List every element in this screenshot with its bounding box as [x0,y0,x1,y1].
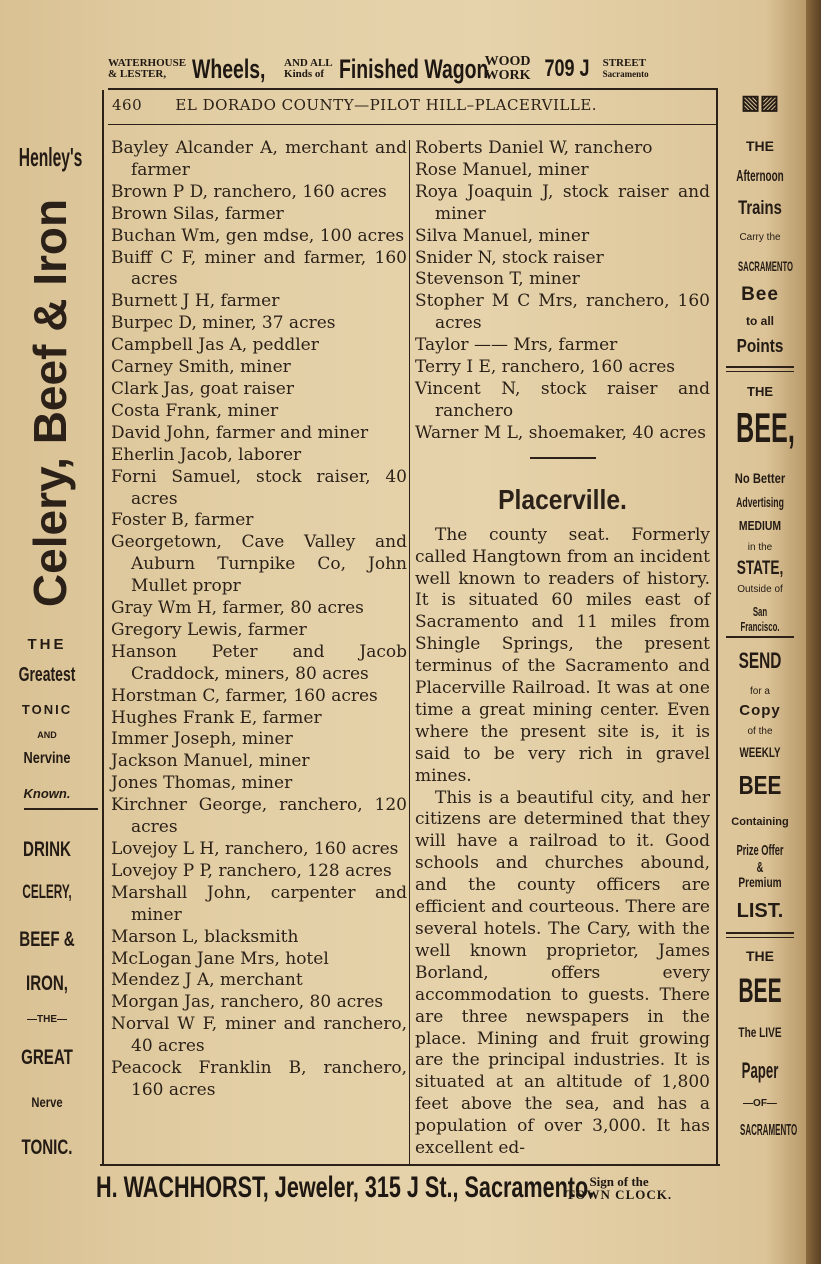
page-title: EL DORADO COUNTY—PILOT HILL–PLACERVILLE. [175,96,598,114]
margin-nervine: Nervine [23,750,71,767]
wood-work-text: WOOD WORK [484,54,531,83]
bottom-advertisement [96,1168,736,1208]
right-directory-list [415,138,710,445]
rmargin-afternoon: Afternoon [736,168,784,185]
directory-entry: Bayley Alcander A, merchant and farmer [111,138,407,180]
street-text: STREET Sacramento [602,57,649,79]
directory-entry: Campbell Jas A, peddler [111,335,319,356]
directory-entry: Terry I E, ranchero, 160 acres [415,357,676,378]
page-number: 460 [112,96,143,114]
directory-entry: Buchan Wm, gen mdse, 100 acres [111,225,405,246]
directory-entry: Stopher M C Mrs, ranchero, 160 acres [415,291,710,334]
directory-entry: Marson L, blacksmith [111,926,299,947]
rmargin-bee: Bee [741,284,779,305]
directory-entry: Carney Smith, miner [111,357,291,378]
directory-entry: Roberts Daniel W, ranchero [415,138,653,158]
margin-greatest: Greatest [18,664,76,686]
right-margin-rule-5 [726,937,794,938]
rmargin-send: SEND [738,648,782,673]
rmargin-outside-of: Outside of [737,584,783,595]
rmargin-of-the: of the [747,726,773,737]
right-directory-column [415,138,710,1160]
rmargin-the: THE [746,138,774,154]
top-rule [108,88,718,90]
margin-iron: IRON, [25,972,69,995]
rmargin-of: —OF— [743,1098,777,1109]
directory-entry: Taylor —— Mrs, farmer [415,335,618,356]
placerville-paragraph-2: This is a beautiful city, and her citizens are determined that they will have a railroad to it. Good schools and churches abound, and the county officers are efficient and courteous. There are several hotels. The Cary, with the well known proprietor, James Borland, offers every accommodation to guests. There are three newspapers in the place. Mining and fruit growing are the principal industries. It is situated at an altitude of 1,800 feet above the sea, and has a population of over 3,000. It has excellent ed- [415,787,710,1159]
margin-rule [24,808,98,810]
rmargin-state: STATE, [736,558,784,579]
and-all-text: AND ALL Kinds of [284,57,333,80]
margin-great: GREAT [21,1046,73,1069]
directory-entry: Clark Jas, goat raiser [111,378,294,399]
rmargin-to-all: to all [745,314,774,328]
rmargin-san-francisco: San Francisco. [740,604,780,634]
directory-entry: Kirchner George, ranchero, 120 acres [111,795,407,838]
town-clock-sign: Sign of the TOWN CLOCK. [566,1174,673,1202]
directory-entry: Hughes Frank E, farmer [111,707,322,728]
rmargin-prize-offer: Prize Offer & [736,842,784,876]
rmargin-the-3: THE [746,948,774,964]
book-spine [806,0,821,1264]
directory-entry: Snider N, stock raiser [415,247,604,268]
rmargin-premium: Premium [738,874,782,890]
rmargin-copy: Copy [739,702,781,719]
directory-entry: Georgetown, Cave Valley and Auburn Turnpike Co, John Mullet propr [111,532,407,597]
rmargin-points: Points [736,336,784,356]
directory-entry: Morgan Jas, ranchero, 80 acres [111,992,384,1013]
directory-entry: Marshall John, carpenter and miner [111,882,407,925]
rmargin-bee-3: BEE [738,770,782,800]
directory-entry: Forni Samuel, stock raiser, 40 acres [111,466,407,509]
directory-entry: Gregory Lewis, farmer [111,619,307,640]
directory-entry: Horstman C, farmer, 160 acres [111,685,378,706]
rmargin-bee-4: BEE [738,972,782,1010]
rmargin-no-better: No Better [734,470,786,486]
directory-entry: Gray Wm H, farmer, 80 acres [111,598,364,619]
directory-entry: Buiff C F, miner and farmer, 160 acres [111,247,407,290]
rmargin-trains: Trains [738,198,782,219]
margin-celery: CELERY, [22,882,72,903]
page-header [112,96,712,118]
directory-entry: Hanson Peter and Jacob Craddock, miners, 80 acres [111,641,407,684]
rmargin-advertising: Advertising [736,494,784,510]
right-margin-rule-1 [726,366,794,368]
directory-entry: Peacock Franklin B, ranchero, 160 acres [111,1058,407,1100]
directory-entry: Mendez J A, merchant [111,970,303,991]
margin-known: Known. [23,786,71,801]
bee-logo-icon: ▧▨ [741,92,779,114]
directory-entry: Brown Silas, farmer [111,203,284,224]
directory-entry: Warner M L, shoemaker, 40 acres [415,422,706,443]
rmargin-medium: MEDIUM [738,518,782,533]
margin-tonic-2: TONIC. [21,1136,73,1159]
center-column-divider [409,140,410,1164]
section-title: Placerville. [498,483,627,515]
rmargin-in-the: in the [747,542,773,553]
rmargin-bee-2: BEE, [736,404,795,451]
directory-entry: Rose Manuel, miner [415,159,589,180]
margin-tonic: TONIC [21,702,73,717]
directory-entry: Roya Joaquin J, stock raiser and miner [415,181,710,224]
directory-entry: Costa Frank, miner [111,400,279,421]
firm-name: WATERHOUSE & LESTER, [108,57,187,80]
directory-entry: Foster B, farmer [111,510,254,531]
right-margin-rule-3 [726,636,794,638]
directory-entry: Lovejoy P P, ranchero, 128 acres [111,860,392,881]
directory-entry: Norval W F, miner and ranchero, 40 acres [111,1014,407,1057]
directory-entry: Burnett J H, farmer [111,291,280,312]
directory-entry: Immer Joseph, miner [111,729,293,750]
directory-entry: Lovejoy L H, ranchero, 160 acres [111,839,399,859]
rmargin-the-2: THE [747,384,773,399]
directory-entry: Jackson Manuel, miner [111,751,310,772]
top-advertisement [108,52,708,86]
directory-entry: Eherlin Jacob, laborer [111,444,302,465]
right-margin-divider [716,90,718,1164]
directory-entry: Burpec D, miner, 37 acres [111,313,336,334]
directory-entry: David John, farmer and miner [111,422,369,443]
margin-the-2: —THE— [27,1014,67,1025]
henleys-heading: Henley's [18,142,83,172]
margin-and: AND [37,730,57,740]
margin-beef: BEEF & [19,928,75,951]
rmargin-list: LIST. [736,900,784,922]
directory-entry: Brown P D, ranchero, 160 acres [111,181,387,202]
margin-nerve: Nerve [31,1094,63,1110]
right-margin-rule-2 [726,371,794,372]
celery-beef-iron-vertical: Celery, Beef & Iron [24,198,76,608]
margin-the: THE [27,636,67,653]
directory-entry: Vincent N, stock raiser and ranchero [415,378,710,421]
wachhorst-jeweler-text: H. WACHHORST, Jeweler, 315 J St., Sacramento. [96,1171,595,1204]
left-margin-divider [102,90,104,1164]
street-number: 709 J [544,55,590,82]
rmargin-the-live: The LIVE [738,1024,782,1040]
rmargin-for-a: for a [749,686,770,697]
bottom-rule [100,1164,720,1166]
directory-entry: Stevenson T, miner [415,269,580,290]
rmargin-paper: Paper [741,1058,779,1083]
rmargin-weekly: WEEKLY [739,744,781,760]
right-margin-rule-4 [726,932,794,934]
rmargin-sacramento: SACRAMENTO [738,258,794,274]
placerville-paragraph-1: The county seat. Formerly called Hangtown from an incident well known to readers of history. It is situated 60 miles east of Sacramento and 11 miles from Shingle Springs, the present terminus of the Sacramento and Placerville Railroad. It was at one time a great mining center. Even where the present site is, it is said to be very rich in gravel mines. [415,524,710,786]
rmargin-carry-the: Carry the [739,232,781,243]
header-rule [108,124,718,125]
section-divider [530,457,596,459]
finished-wagon-text: Finished Wagon [338,53,489,84]
directory-entry: Silva Manuel, miner [415,225,590,246]
left-directory-column [111,138,407,1102]
directory-entry: McLogan Jane Mrs, hotel [111,948,329,969]
rmargin-sacramento-2: SACRAMENTO [740,1122,798,1139]
rmargin-containing: Containing [731,816,789,828]
directory-entry: Jones Thomas, miner [111,773,293,794]
wheels-text: Wheels, [192,53,266,84]
margin-drink: DRINK [23,838,71,861]
